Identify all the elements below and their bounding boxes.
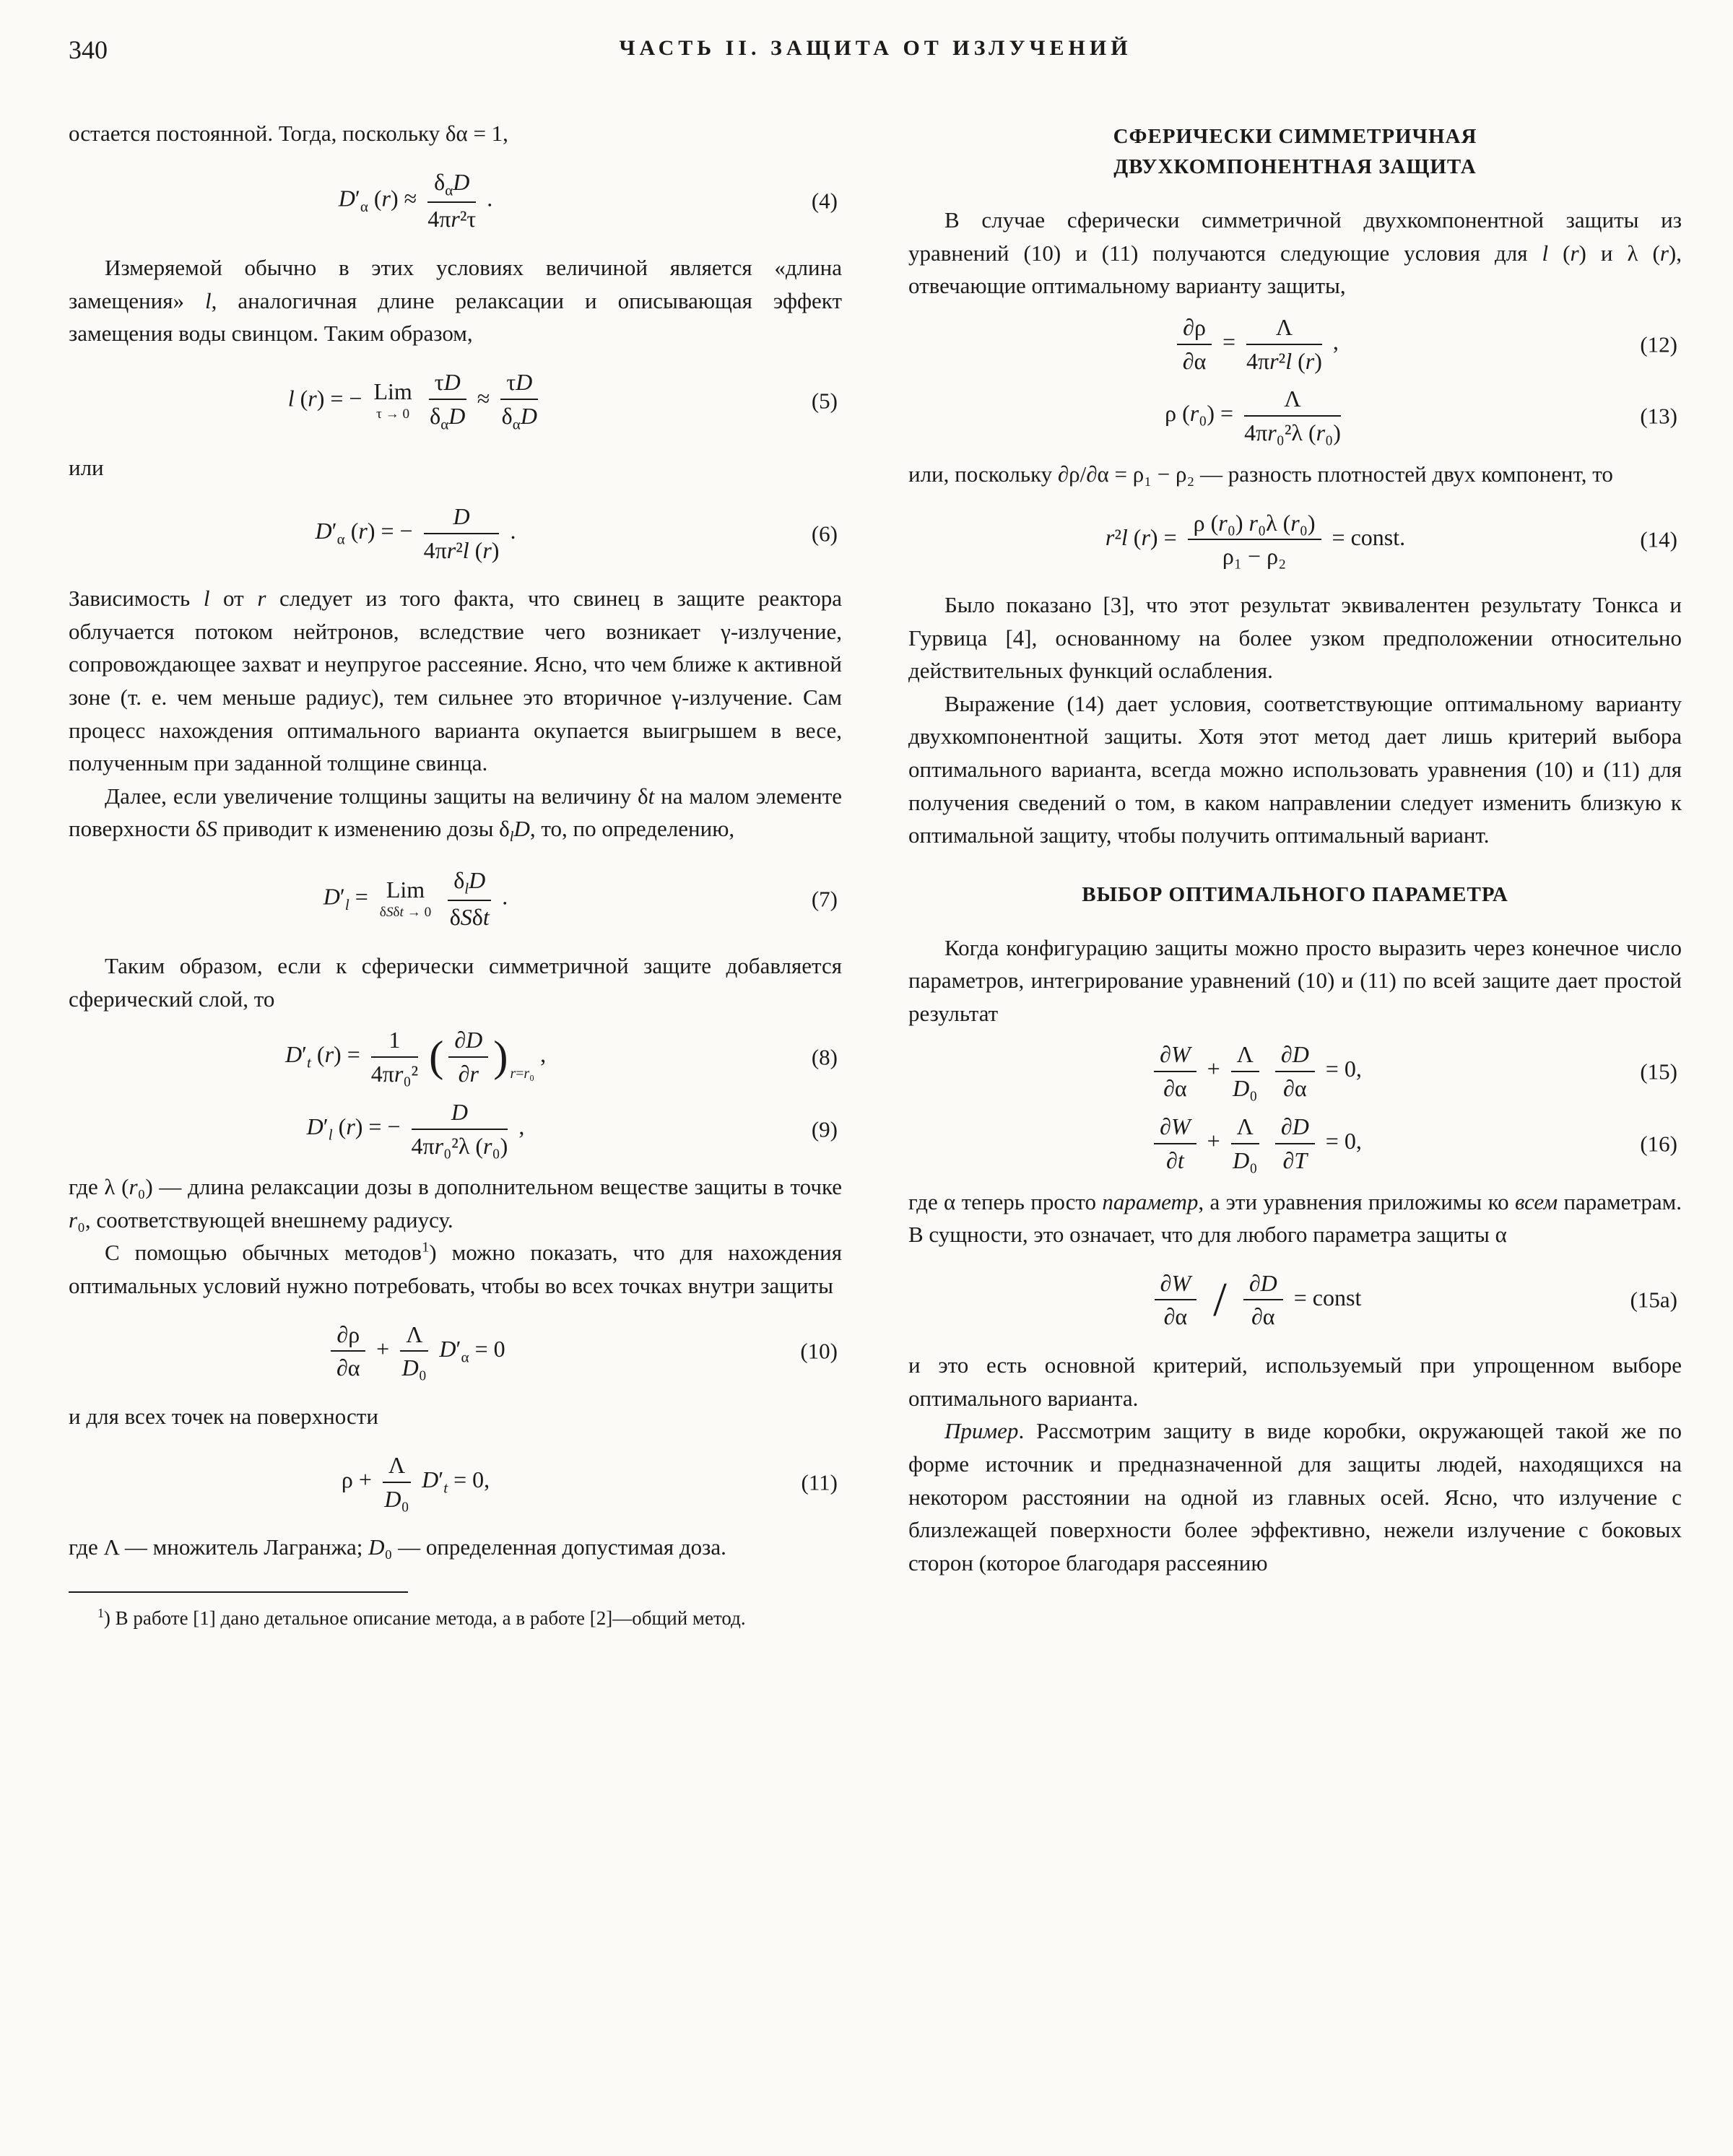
equation-body: $\frac{\partial\rho}{\partial\alpha}$ + $\frac{\Lambda}{\text{D₀}}$ $D'_\alpha = 0$ — [326, 1321, 505, 1382]
equation-6 — [69, 503, 842, 564]
equation-5 — [69, 369, 842, 432]
paragraph-replacement-length: Измеряемой обычно в этих условиях величиной является «длина замещения» l, аналогичная длине релаксации и описывающая эффект замещения воды свинцом. Таким образом, — [69, 255, 842, 347]
equation-14 — [908, 510, 1682, 570]
equation-body: $D'_\alpha$ (r) = − $\frac{D}{\text{4πr²l (r)}}$ . — [315, 503, 516, 563]
equation-label: (10) — [800, 1338, 838, 1364]
paragraph-thus: Таким образом, если к сферически симметричной защите добавляется сферический слой, то — [69, 953, 842, 1012]
equation-label: (4) — [811, 188, 838, 214]
footnote-rule — [69, 1591, 408, 1593]
paragraph-or: или — [69, 455, 104, 481]
equation-body: l (r) = − Lim τ → 0 τD $\delta_\alpha D$ ≈ τD $\delta_\alpha D$ — [287, 368, 537, 432]
paragraph-expression: Выражение (14) дает условия, соответствующие оптимальному варианту двухкомпонентной защиты. Хотя этот метод дает лишь критерий выбора оптимального варианта, всегда можно использовать уравнения (10) и (11) для получения сведений о том, в каком направлении следует изменить близкую к оптимальной защиту, чтобы получить оптимальный вариант. — [908, 690, 1682, 848]
equation-15a — [908, 1270, 1682, 1331]
page-number: 340 — [69, 35, 108, 64]
equation-body: ρ + $\frac{\Lambda}{\text{D₀}}$ $D'_t = 0$, — [341, 1451, 490, 1512]
equation-label: (14) — [1640, 526, 1677, 552]
section-heading-parameter: ВЫБОР ОПТИМАЛЬНОГО ПАРАМЕТРА — [1082, 882, 1508, 906]
equation-label: (6) — [811, 520, 838, 546]
equation-15 — [908, 1041, 1682, 1102]
equation-label: (7) — [811, 886, 838, 912]
paragraph-shown: Было показано [3], что этот результат эквивалентен результату Тонкса и Гурвица [4], основанному на более узком предположении относительно действительных функций ослабления. — [908, 592, 1682, 684]
equation-label: (12) — [1640, 331, 1677, 357]
paragraph-further: Далее, если увеличение толщины защиты на величину δt на малом элементе поверхности δS приводит к изменению дозы $\delta_lD$, то, по определению, — [69, 783, 843, 846]
equation-9 — [69, 1099, 842, 1160]
equation-8 — [69, 1027, 842, 1087]
paragraph-example: Пример. Рассмотрим защиту в виде коробки, окружающей такой же по форме источник и предназначенной для защиты людей, находящихся на некотором расстоянии на одной из главных осей. Ясно, что излучение с близлежащей поверхности более эффективно, нежели излучение с боковых сторон (которое благодаря рассеянию — [908, 1418, 1682, 1575]
equation-label: (13) — [1640, 403, 1677, 429]
equation-body: r²l (r) = $\frac{\text{ρ (r₀) r₀λ (r₀)}}{\text{ρ₁ − ρ₂}}$ = const. — [1105, 509, 1406, 570]
equation-4 — [69, 169, 842, 232]
section-heading-spherical: СФЕРИЧЕСКИ СИММЕТРИЧНАЯ ДВУХКОМПОНЕНТНАЯ ЗАЩИТА — [1113, 125, 1477, 179]
equation-body: ρ (r₀) = $\frac{\Lambda}{\text{4πr₀²λ (r₀)}}$ — [1165, 386, 1341, 446]
equation-10 — [69, 1321, 842, 1382]
left-column — [69, 117, 842, 1633]
paragraph-where-lambda: где λ (r₀) — длина релаксации дозы в дополнительном веществе защиты в точке r₀, соответствующей внешнему радиусу. — [69, 1174, 843, 1233]
equation-label: (5) — [811, 388, 838, 414]
equation-label: (11) — [801, 1469, 838, 1495]
equation-body: $D'_t$ (r) = $\frac{1}{\text{4πr₀²}}$ ( $\frac{\partial D}{\partial r}$ ) $_{r=r_0}$ , — [285, 1027, 547, 1087]
equation-label: (8) — [811, 1044, 838, 1070]
paragraph-case: В случае сферически симметричной двухкомпонентной защиты из уравнений (10) и (11) получаются следующие условия для l (r) и λ (r), отвечающие оптимальному варианту защиты, — [908, 207, 1682, 299]
equation-label: (16) — [1640, 1131, 1677, 1157]
running-header: ЧАСТЬ II. ЗАЩИТА ОТ ИЗЛУЧЕНИЙ — [619, 36, 1132, 60]
paragraph-dependence: Зависимость l от r следует из того факта, что свинец в защите реактора облучается потоком нейтронов, вследствие чего возникает γ-излучение, сопровождающее захват и неупругое рассеяние. Ясно, что чем ближе к активной зоне (т. е. чем меньше радиус), тем сильнее это вторичное γ-излучение. Сам процесс нахождения оптимального варианта окупается выигрышем в весе, полученным при заданной толщине свинца. — [69, 586, 842, 776]
equation-7 — [69, 867, 842, 931]
equation-16 — [908, 1113, 1682, 1174]
equation-body: $D'_\alpha$ (r) ≈ $\delta_\alpha D$ 4πr²τ . — [338, 168, 493, 232]
page-header — [69, 35, 1682, 75]
paragraph-lagrange: где Λ — множитель Лагранжа; D₀ — определенная допустимая доза. — [69, 1534, 726, 1560]
equation-body: $\frac{\partial\rho}{\partial\alpha}$ = $\frac{\Lambda}{\text{4πr²l (r)}}$ , — [1172, 314, 1339, 375]
paragraph-surface: и для всех точек на поверхности — [69, 1404, 378, 1430]
equation-label: (15) — [1640, 1059, 1677, 1084]
equation-13 — [908, 386, 1682, 446]
paragraph-intro: остается постоянной. Тогда, поскольку δα = 1, — [69, 121, 508, 146]
paragraph-since: или, поскольку ∂ρ/∂α = ρ₁ − ρ₂ — разность плотностей двух компонент, то — [908, 461, 1613, 487]
paragraph-methods: С помощью обычных методов$^1$) можно показать, что для нахождения оптимальных условий нужно потребовать, чтобы во всех точках внутри защиты — [69, 1240, 842, 1298]
footnote — [69, 1604, 842, 1633]
equation-label: (9) — [811, 1116, 838, 1142]
paragraph-parameter: где α теперь просто параметр, а эти уравнения приложимы ко всем параметрам. В сущности, это означает, что для любого параметра защиты α — [908, 1188, 1682, 1248]
right-column — [908, 117, 1682, 1633]
equation-body: $D'_l$ (r) = − $\frac{D}{\text{4πr₀²λ (r₀)}}$ , — [306, 1098, 525, 1159]
paragraph-config: Когда конфигурацию защиты можно просто выразить через конечное число параметров, интегрирование уравнений (10) и (11) по всей защите дает простой результат — [908, 934, 1682, 1026]
equation-11 — [69, 1452, 842, 1513]
equation-body: $\frac{\partial W}{\partial\alpha}$ / $\frac{\partial D}{\partial\alpha}$ = const — [1150, 1270, 1362, 1331]
equation-body: $D'_l$ = Lim δSδt → 0 $\delta_lD$ δSδt . — [323, 866, 508, 931]
equation-label: (15a) — [1630, 1287, 1677, 1313]
equation-body: $\frac{\partial W}{\partial t}$ + $\frac{\Lambda}{\text{D₀}}$ $\frac{\partial D}{\partial T}$ = 0, — [1149, 1113, 1362, 1174]
paragraph-criterion: и это есть основной критерий, используемый при упрощенном выборе оптимального варианта. — [908, 1352, 1682, 1411]
equation-12 — [908, 314, 1682, 375]
equation-body: $\frac{\partial W}{\partial\alpha}$ + $\frac{\Lambda}{\text{D₀}}$ $\frac{\partial D}{\partial\alpha}$ = 0, — [1149, 1041, 1362, 1102]
footnote-text: $^1$) В работе [1] дано детальное описание метода, а в работе [2]—общий метод. — [97, 1605, 746, 1629]
two-column-layout — [69, 117, 1682, 1633]
